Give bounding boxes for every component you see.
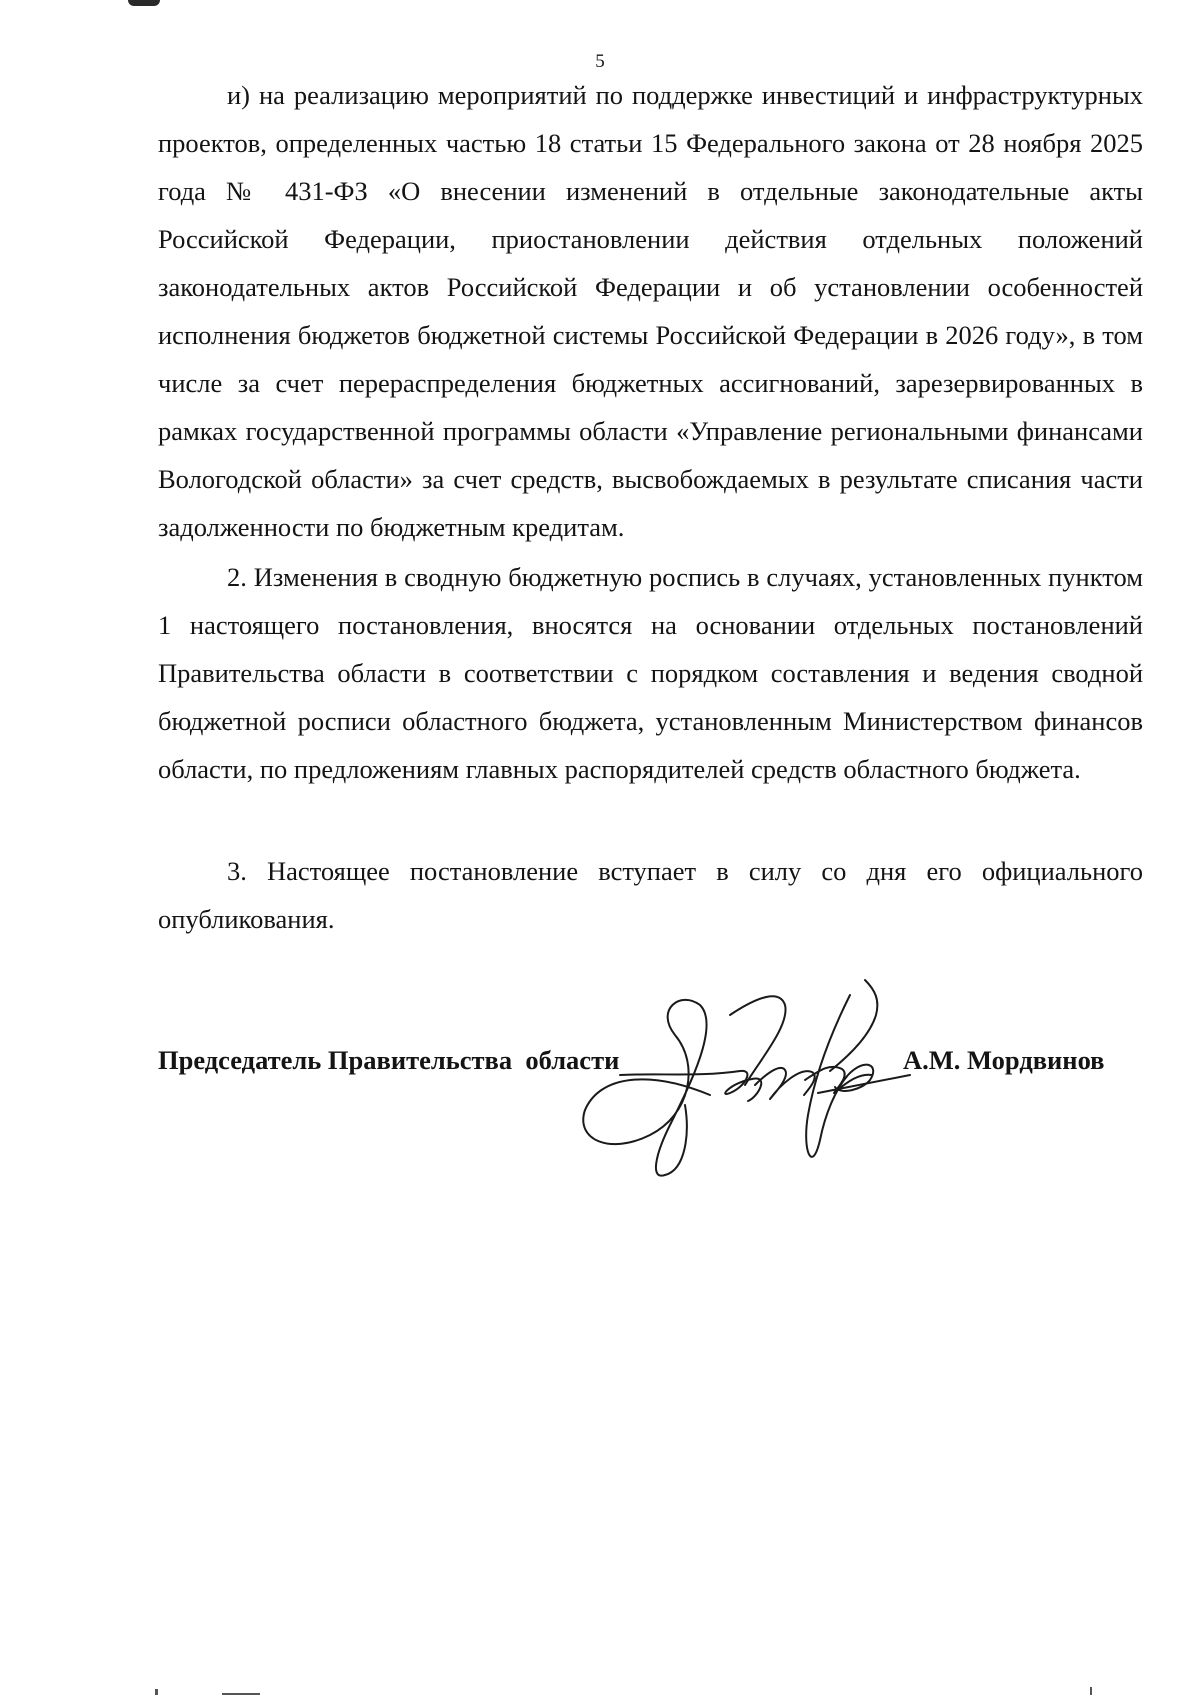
scan-tick (155, 1689, 158, 1695)
signer-name: А.М. Мордвинов (903, 1045, 1105, 1075)
scan-corner-mark (128, 0, 160, 6)
paragraph-item-2 (158, 553, 1143, 793)
paragraph-item-i (158, 71, 1143, 551)
handwritten-signature-icon (580, 975, 940, 1190)
paragraph-item-3 (158, 847, 1143, 943)
scan-tick (222, 1693, 260, 1695)
scan-tick (1090, 1687, 1092, 1695)
scan-footer-marks (0, 1687, 1200, 1697)
signer-position: Председатель Правительства области (158, 1045, 620, 1075)
paragraph-text: 3. Настоящее постановление вступает в силу со дня его официального опубликования. (158, 856, 1143, 934)
paragraph-text: 2. Изменения в сводную бюджетную роспись в случаях, установленных пунктом 1 настоящего постановления, вносятся на основании отдельных постановлений Правительства области в соответствии с порядком составления и ведения сводной бюджетной росписи областного бюджета, установленным Министерством финансов области, по предложениям главных распорядителей средств областного бюджета. (158, 562, 1143, 784)
page-number: 5 (595, 51, 605, 72)
paragraph-text: и) на реализацию мероприятий по поддержке инвестиций и инфраструктурных проектов, определенных частью 18 статьи 15 Федерального закона от 28 ноября 2025 года № 431-ФЗ «О внесении изменений в отдельные законодательные акты Российской Федерации, приостановлении действия отдельных положений законодательных актов Российской Федерации и об установлении особенностей исполнения бюджетов бюджетной системы Российской Федерации в 2026 году», в том числе за счет перераспределения бюджетных ассигнований, зарезервированных в рамках государственной программы области «Управление региональными финансами Вологодской области» за счет средств, высвобождаемых в результате списания части задолженности по бюджетным кредитам. (158, 80, 1143, 542)
